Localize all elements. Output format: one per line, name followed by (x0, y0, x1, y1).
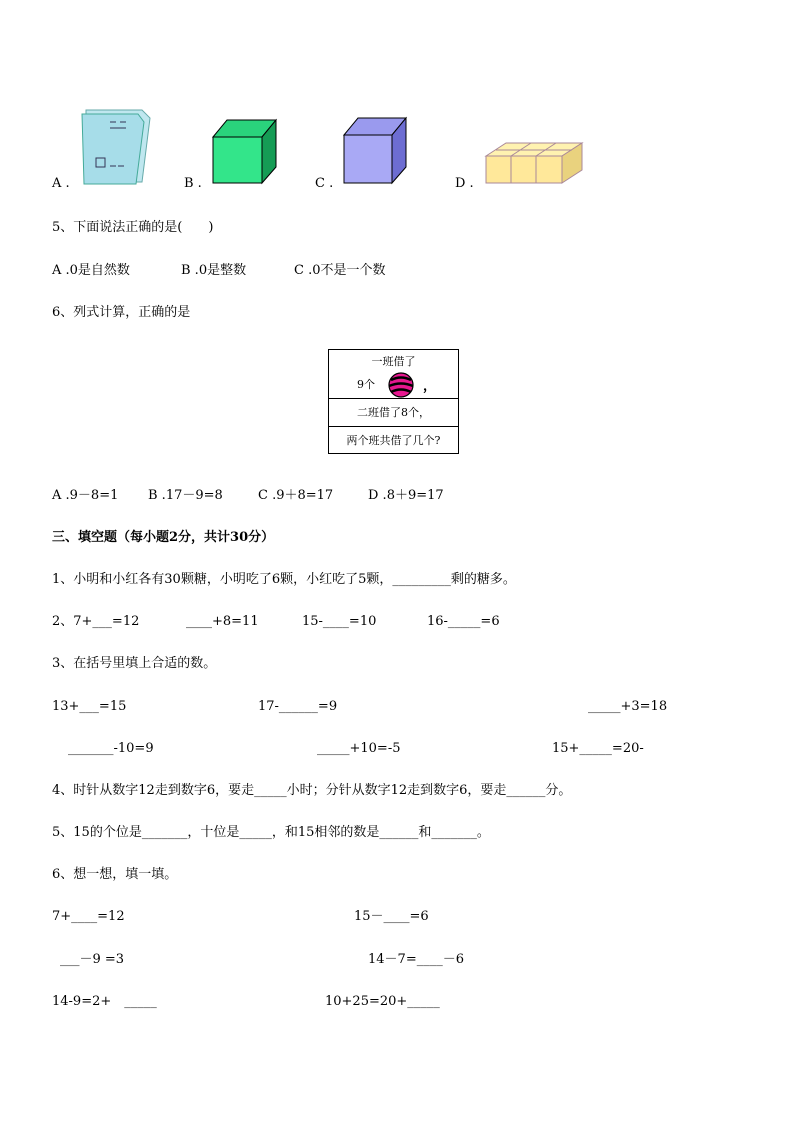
s3-q6-r1-a: 7+____=12 (52, 909, 125, 924)
q5-option-a: A .0是自然数 (52, 263, 130, 278)
box-count: 9个 (357, 378, 375, 391)
green-cube-image (210, 117, 278, 185)
q6-option-d: D .8＋9=17 (368, 488, 444, 503)
purple-cuboid-image (341, 115, 409, 187)
box-line1: 一班借了 (371, 355, 416, 368)
yellow-block-tray-image (484, 140, 584, 186)
option-c-label: C . (315, 176, 334, 191)
s3-q1: 1、小明和小红各有30颗糖，小明吃了6颗，小红吃了5颗，_________剩的糖多。 (52, 572, 516, 587)
s3-q6-r1-b: 15－____=6 (354, 909, 429, 924)
s3-q3-r2-a: _______-10=9 (68, 741, 154, 756)
q6-option-c: C .9＋8=17 (258, 488, 334, 503)
s3-q3-r1-a: 13+___=15 (52, 699, 127, 714)
option-d-label: D . (455, 176, 474, 191)
s3-q3-r1-b: 17-______=9 (258, 699, 338, 714)
q5-stem: 5、下面说法正确的是( ) (52, 220, 214, 235)
notebook-image (80, 108, 152, 186)
q6-stem: 6、列式计算，正确的是 (52, 305, 191, 320)
s3-q2-item3: 15-____=10 (302, 614, 377, 629)
s3-q3-r2-b: _____+10=-5 (317, 741, 401, 756)
box-comma: ， (423, 379, 437, 394)
s3-q4: 4、时针从数字12走到数字6，要走_____小时；分针从数字12走到数字6，要走______分。 (52, 783, 572, 798)
q5-option-b: B .0是整数 (181, 263, 247, 278)
s3-q6-r3-b: 10+25=20+_____ (325, 994, 440, 1009)
option-b-label: B . (184, 176, 202, 191)
q6-option-a: A .9－8=1 (52, 488, 119, 503)
q6-option-b: B .17－9=8 (148, 488, 223, 503)
s3-q6-stem: 6、想一想，填一填。 (52, 867, 178, 882)
box-line4: 两个班共借了几个? (346, 434, 441, 447)
s3-q2-item4: 16-_____=6 (427, 614, 500, 629)
s3-q6-r2-a: ___－9 =3 (60, 952, 125, 967)
option-a-label: A . (52, 176, 70, 191)
s3-q2-item2: ____+8=11 (186, 614, 259, 629)
s3-q6-r3-a: 14-9=2+ _____ (52, 994, 157, 1009)
section3-title: 三、填空题（每小题2分，共计30分） (52, 530, 275, 545)
s3-q3-r1-c: _____+3=18 (588, 699, 668, 714)
s3-q6-r2-b: 14－7=____－6 (368, 952, 464, 967)
q5-option-c: C .0不是一个数 (294, 263, 386, 278)
s3-q5: 5、15的个位是_______，十位是_____，和15相邻的数是______和_______。 (52, 825, 490, 840)
ball-icon (387, 371, 415, 399)
s3-q2-item1: 2、7+___=12 (52, 614, 140, 629)
word-problem-box (328, 349, 459, 454)
s3-q3-r2-c: 15+_____=20- (552, 741, 644, 756)
s3-q3-stem: 3、在括号里填上合适的数。 (52, 656, 217, 671)
box-line3: 二班借了8个， (357, 406, 430, 419)
